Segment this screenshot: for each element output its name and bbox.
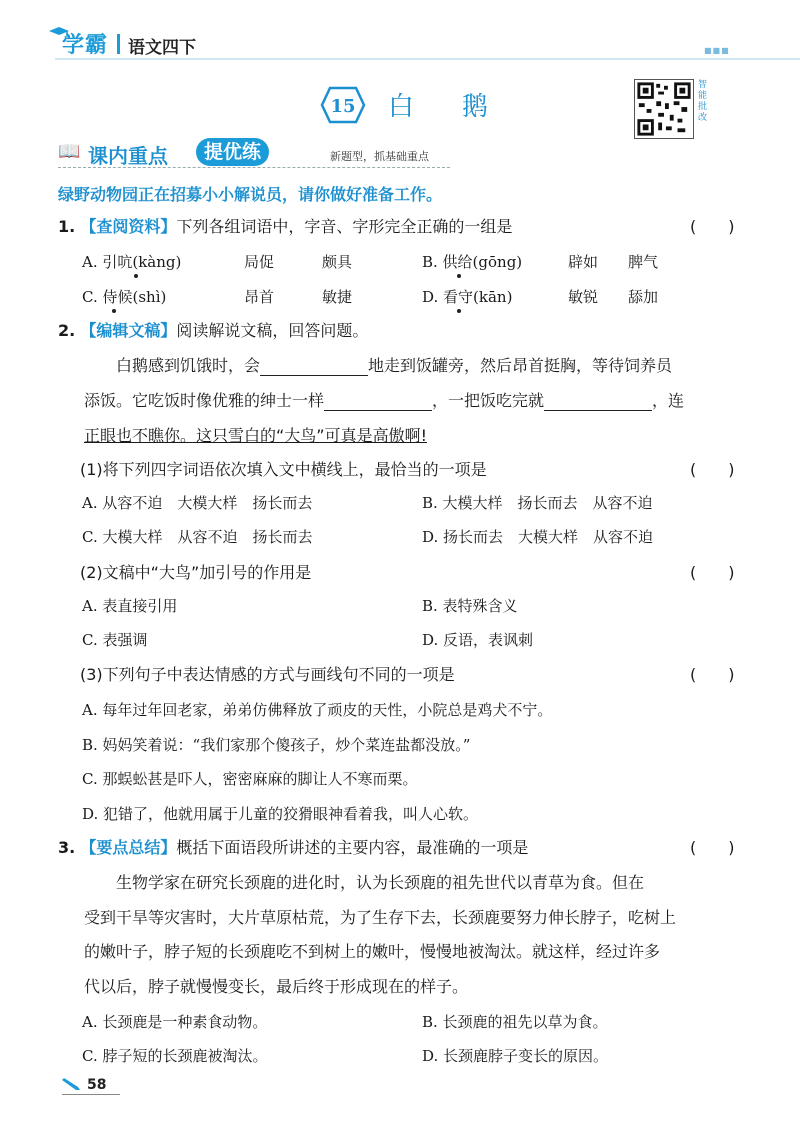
section-title: 课内重点 bbox=[88, 144, 168, 168]
question-2 bbox=[58, 321, 368, 341]
sub1-option-b: B. 大模大样 扬长而去 从容不迫 bbox=[422, 494, 653, 512]
subquestion-3: (3)下列句子中表达情感的方式与画线句不同的一项是 bbox=[80, 665, 455, 684]
underlined-sentence: 正眼也不瞧你。这只雪白的“大鸟”可真是高傲啊! bbox=[84, 426, 427, 445]
fill-blank-2[interactable] bbox=[324, 393, 432, 411]
q3-option-a: A. 长颈鹿是一种素食动物。 bbox=[82, 1013, 268, 1031]
question-1 bbox=[58, 217, 512, 237]
question-number: 2. bbox=[58, 321, 76, 340]
question-number: 3. bbox=[58, 838, 76, 857]
passage-line-3 bbox=[84, 426, 427, 446]
fill-blank-1[interactable] bbox=[260, 358, 368, 376]
option-c-word: C. 侍候(shì) bbox=[82, 288, 167, 306]
book-icon: 📖 bbox=[58, 141, 81, 162]
q3-option-d: D. 长颈鹿脖子变长的原因。 bbox=[422, 1047, 609, 1065]
passage-text: 地走到饭罐旁，然后昂首挺胸，等待饲养员 bbox=[368, 356, 673, 375]
option-d-word: D. 看守(kān) bbox=[422, 288, 513, 306]
sub2-option-c: C. 表强调 bbox=[82, 631, 148, 649]
answer-paren[interactable]: ( ) bbox=[690, 838, 735, 857]
emphasis-dot bbox=[134, 274, 138, 278]
emphasis-dot bbox=[112, 309, 116, 313]
passage-line: 生物学家在研究长颈鹿的进化时，认为长颈鹿的祖先世代以青草为食。但在 bbox=[116, 873, 645, 892]
emphasis-dot bbox=[457, 309, 461, 313]
question-stem: 概括下面语段所讲述的主要内容，最准确的一项是 bbox=[176, 838, 529, 857]
sub1-option-c: C. 大模大样 从容不迫 扬长而去 bbox=[82, 528, 313, 546]
option-a-word: A. 引吭(kàng) bbox=[82, 253, 182, 271]
intro-text: 绿野动物园正在招募小小解说员，请你做好准备工作。 bbox=[58, 185, 443, 204]
q3-option-b: B. 长颈鹿的祖先以草为食。 bbox=[422, 1013, 608, 1031]
qr-code[interactable] bbox=[634, 79, 694, 139]
q3-option-c: C. 脖子短的长颈鹿被淘汰。 bbox=[82, 1047, 268, 1065]
answer-paren[interactable]: ( ) bbox=[690, 665, 735, 684]
passage-text: ，一把饭吃完就 bbox=[432, 391, 545, 410]
sub1-option-d: D. 扬长而去 大模大样 从容不迫 bbox=[422, 528, 654, 546]
option-c-word2: 昂首 bbox=[244, 288, 275, 306]
passage-line: 受到干旱等灾害时，大片草原枯荒，为了生存下去，长颈鹿要努力伸长脖子，吃树上 bbox=[84, 908, 677, 927]
section-badge: 提优练 bbox=[196, 138, 269, 166]
header-divider bbox=[55, 58, 800, 60]
page-header bbox=[0, 0, 800, 70]
qr-caption: 智能批改 bbox=[698, 80, 708, 123]
passage-text: ，连 bbox=[652, 391, 685, 410]
section-note: 新题型，抓基础重点 bbox=[330, 150, 429, 163]
passage-line: 代以后，脖子就慢慢变长，最后终于形成现在的样子。 bbox=[84, 977, 469, 996]
lesson-number: 15 bbox=[330, 96, 356, 117]
option-a-word3: 颇具 bbox=[322, 253, 353, 271]
option-b-word3: 脾气 bbox=[628, 253, 659, 271]
question-tag: 【编辑文稿】 bbox=[80, 321, 177, 340]
passage-line-2 bbox=[84, 391, 684, 411]
option-b-word2: 辟如 bbox=[568, 253, 599, 271]
passage-text: 添饭。它吃饭时像优雅的绅士一样 bbox=[84, 391, 325, 410]
emphasis-dot bbox=[457, 274, 461, 278]
brand-divider bbox=[117, 34, 120, 54]
passage-line-1 bbox=[116, 356, 672, 376]
fill-blank-3[interactable] bbox=[544, 393, 652, 411]
sub3-option-b: B. 妈妈笑着说：“我们家那个傻孩子，炒个菜连盐都没放。” bbox=[82, 736, 471, 754]
question-stem: 阅读解说文稿，回答问题。 bbox=[176, 321, 369, 340]
answer-paren[interactable]: ( ) bbox=[690, 217, 735, 236]
sub1-option-a: A. 从容不迫 大模大样 扬长而去 bbox=[82, 494, 313, 512]
sub2-option-a: A. 表直接引用 bbox=[82, 597, 178, 615]
passage-text: 白鹅感到饥饿时，会 bbox=[116, 356, 261, 375]
brand-logo: 学霸 bbox=[62, 33, 109, 58]
sub3-option-c: C. 那蜈蚣甚是吓人，密密麻麻的脚让人不寒而栗。 bbox=[82, 770, 418, 788]
lesson-number-badge bbox=[316, 86, 370, 124]
option-c-word3: 敏捷 bbox=[322, 288, 353, 306]
option-d-word3: 舔加 bbox=[628, 288, 659, 306]
option-d-word2: 敏锐 bbox=[568, 288, 599, 306]
question-tag: 【要点总结】 bbox=[80, 838, 177, 857]
subject-label: 语文四下 bbox=[128, 38, 196, 58]
question-3 bbox=[58, 838, 528, 858]
question-stem: 下列各组词语中，字音、字形完全正确的一组是 bbox=[176, 217, 513, 236]
lesson-title: 白鹅 bbox=[388, 92, 537, 122]
footer-divider bbox=[62, 1094, 120, 1095]
section-divider bbox=[58, 167, 450, 168]
option-b-word: B. 供给(gōng) bbox=[422, 253, 523, 271]
sub2-option-b: B. 表特殊含义 bbox=[422, 597, 518, 615]
option-a-word2: 局促 bbox=[244, 253, 275, 271]
subquestion-1: (1)将下列四字词语依次填入文中横线上，最恰当的一项是 bbox=[80, 460, 487, 479]
sub3-option-a: A. 每年过年回老家，弟弟仿佛释放了顽皮的天性，小院总是鸡犬不宁。 bbox=[82, 701, 553, 719]
passage-line: 的嫩叶子，脖子短的长颈鹿吃不到树上的嫩叶，慢慢地被淘汰。就这样，经过许多 bbox=[84, 942, 661, 961]
corner-decoration: ■■■ bbox=[704, 46, 730, 55]
sub2-option-d: D. 反语，表讽刺 bbox=[422, 631, 534, 649]
pencil-icon bbox=[60, 1078, 82, 1092]
question-tag: 【查阅资料】 bbox=[80, 217, 177, 236]
page-number: 58 bbox=[87, 1077, 107, 1093]
sub3-option-d: D. 犯错了，他就用属于儿童的狡猾眼神看着我，叫人心软。 bbox=[82, 805, 479, 823]
answer-paren[interactable]: ( ) bbox=[690, 563, 735, 582]
answer-paren[interactable]: ( ) bbox=[690, 460, 735, 479]
question-number: 1. bbox=[58, 217, 76, 236]
subquestion-2: (2)文稿中“大鸟”加引号的作用是 bbox=[80, 563, 312, 582]
